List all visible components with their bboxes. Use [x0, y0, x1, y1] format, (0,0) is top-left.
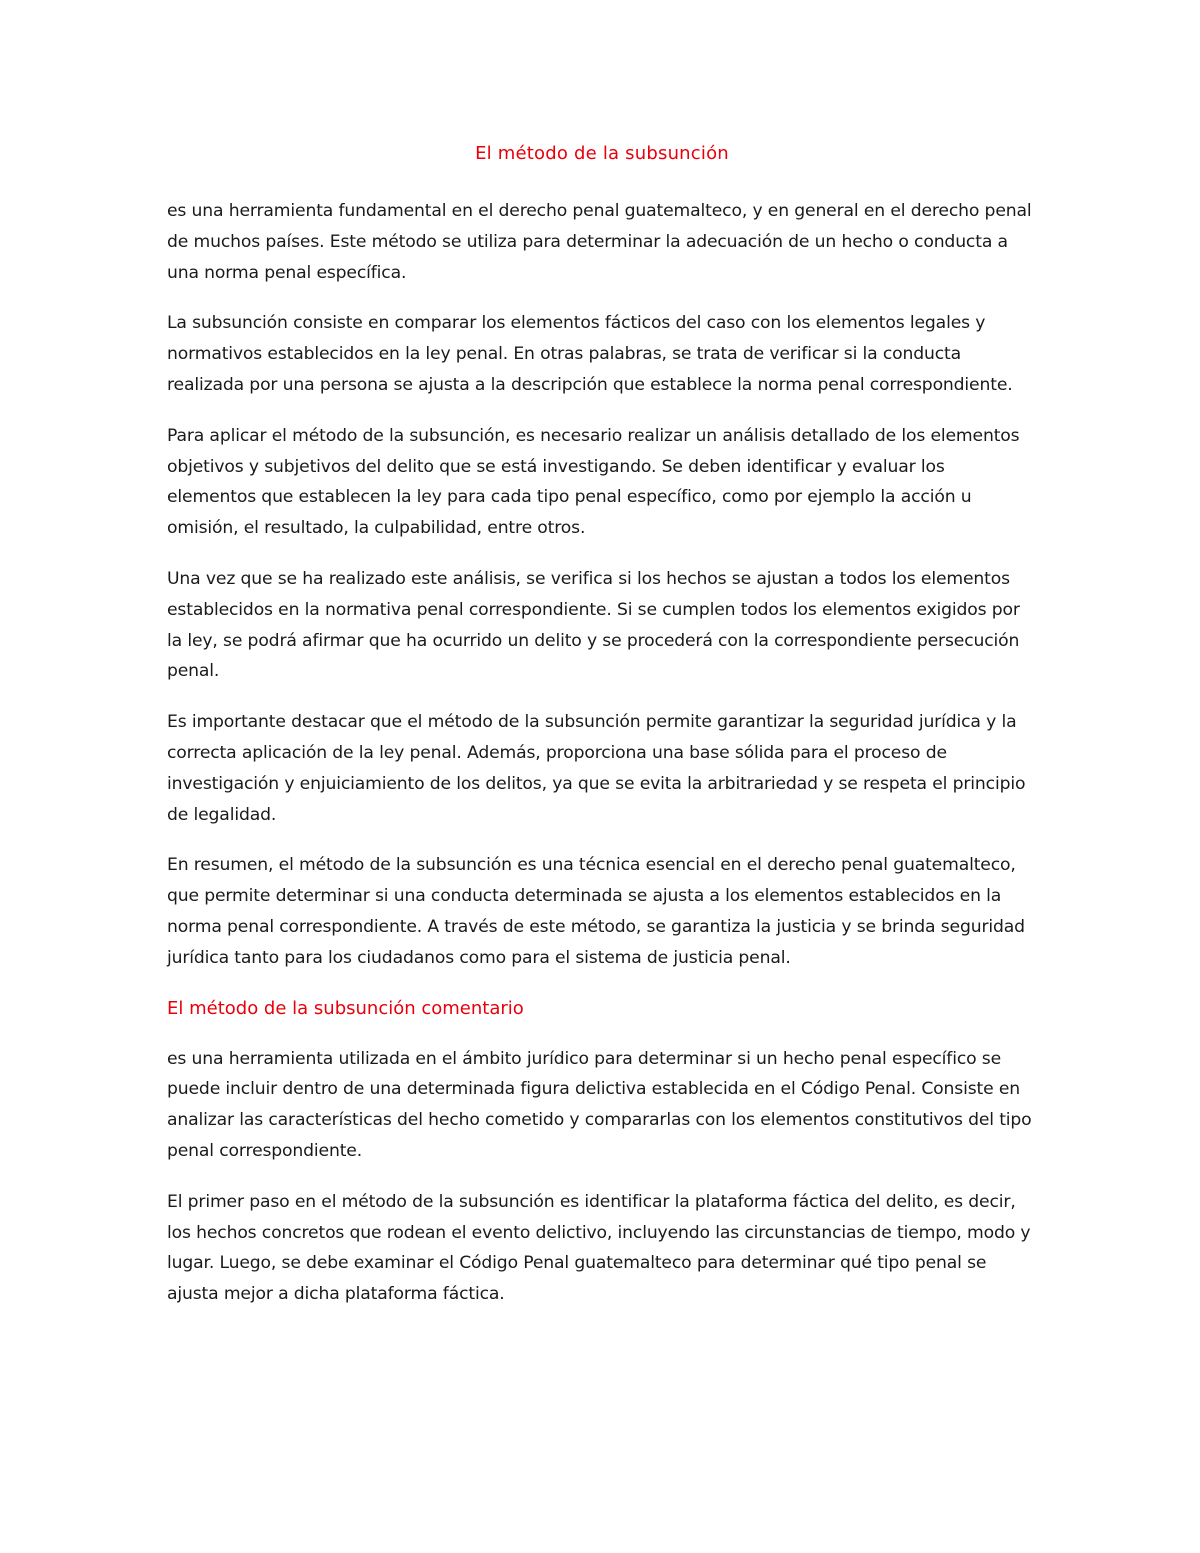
document-body [167, 138, 1037, 1330]
paragraph-2: La subsunción consiste en comparar los elementos fácticos del caso con los elementos legales y normativos establecidos en la ley penal. En otras palabras, se trata de verificar si la conducta realizada por una persona se ajusta a la descripción que establece la norma penal correspondiente. [167, 313, 1013, 395]
paragraph-6: En resumen, el método de la subsunción es una técnica esencial en el derecho penal guatemalteco, que permite determinar si una conducta determinada se ajusta a los elementos establecidos en la norma penal correspondiente. A través de este método, se garantiza la justicia y se brinda seguridad jurídica tanto para los ciudadanos como para el sistema de justicia penal. [167, 855, 1025, 968]
paragraph-3: Para aplicar el método de la subsunción, es necesario realizar un análisis detallado de los elementos objetivos y subjetivos del delito que se está investigando. Se deben identificar y evaluar los elementos que establecen la ley para cada tipo penal específico, como por ejemplo la acción u omisión, el resultado, la culpabilidad, entre otros. [167, 425, 1020, 539]
paragraph-8: El primer paso en el método de la subsunción es identificar la plataforma fáctica del delito, es decir, los hechos concretos que rodean el evento delictivo, incluyendo las circunstancias de tiempo, modo y lugar. Luego, se debe examinar el Código Penal guatemalteco para determinar qué tipo penal se ajusta mejor a dicha plataforma fáctica. [167, 1191, 1031, 1305]
paragraph-1: es una herramienta fundamental en el derecho penal guatemalteco, y en general en el derecho penal de muchos países. Este método se utiliza para determinar la adecuación de un hecho o conducta a una norma penal específica. [167, 201, 1032, 283]
paragraph-4: Una vez que se ha realizado este análisis, se verifica si los hechos se ajustan a todos los elementos establecidos en la normativa penal correspondiente. Si se cumplen todos los elementos exigidos por la ley, se podrá afirmar que ha ocurrido un delito y se procederá con la correspondiente persecución penal. [167, 568, 1020, 682]
document-title: El método de la subsunción [475, 143, 729, 164]
section-subtitle: El método de la subsunción comentario [167, 997, 524, 1019]
paragraph-7: es una herramienta utilizada en el ámbito jurídico para determinar si un hecho penal específico se puede incluir dentro de una determinada figura delictiva establecida en el Código Penal. Consiste en analizar las características del hecho cometido y compararlas con los elementos constitutivos del tipo penal correspondiente. [167, 1048, 1032, 1161]
paragraph-5: Es importante destacar que el método de la subsunción permite garantizar la seguridad jurídica y la correcta aplicación de la ley penal. Además, proporciona una base sólida para el proceso de investigación y enjuiciamiento de los delitos, ya que se evita la arbitrariedad y se respeta el principio de legalidad. [167, 712, 1026, 825]
